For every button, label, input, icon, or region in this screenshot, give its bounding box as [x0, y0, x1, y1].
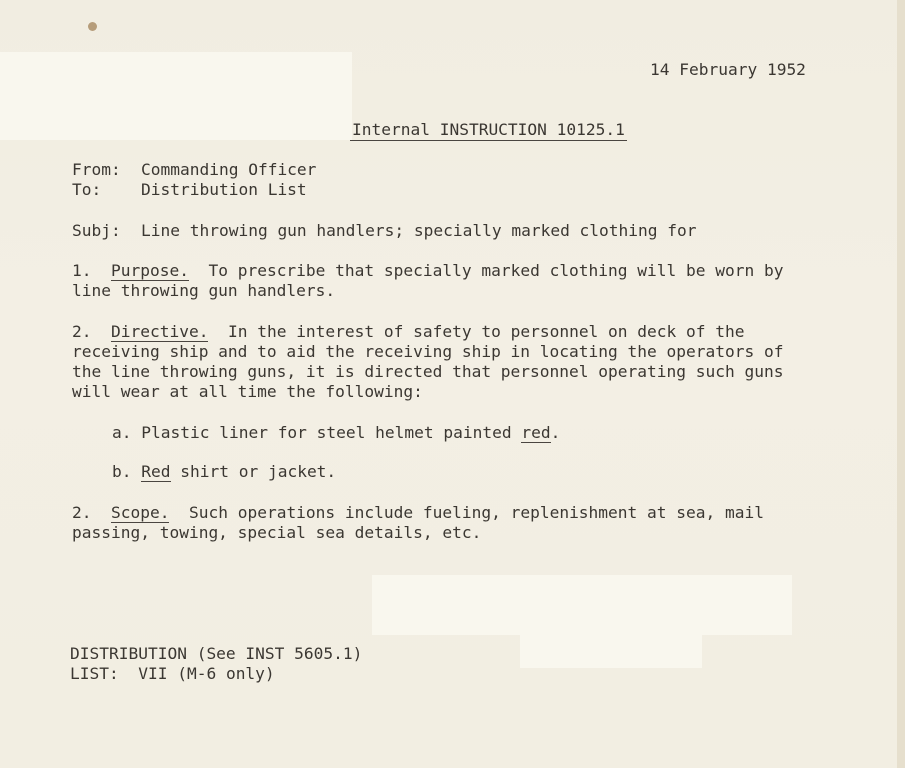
distribution-list-label: LIST:: [70, 664, 119, 683]
item-a-label: a.: [112, 423, 132, 442]
para2-number: 2.: [72, 322, 92, 341]
distribution-line2: [70, 664, 275, 684]
distribution-list-value: VII (M-6 only): [138, 664, 275, 683]
para3-heading: Scope.: [111, 503, 170, 522]
redaction-patch-top: [0, 52, 352, 140]
item-b: [112, 462, 336, 482]
distribution-line1: DISTRIBUTION (See INST 5605.1): [70, 644, 363, 663]
subject-text: Line throwing gun handlers; specially marked clothing for: [141, 221, 697, 240]
para3-line2: passing, towing, special sea details, etc.: [72, 523, 482, 542]
subject-label: Subj:: [72, 221, 121, 240]
item-a: [112, 423, 560, 443]
para2-line1: In the interest of safety to personnel on deck of the: [227, 322, 745, 341]
para1-number: 1.: [72, 261, 92, 280]
item-a-end: .: [550, 423, 561, 442]
item-a-text: Plastic liner for steel helmet painted: [141, 423, 522, 442]
paper-stain: [88, 22, 97, 31]
document-title: [350, 120, 627, 140]
para3-first-line: [72, 503, 764, 523]
from-value: Commanding Officer: [141, 160, 317, 179]
para1-heading: Purpose.: [111, 261, 189, 280]
para2-line3: the line throwing guns, it is directed that personnel operating such guns: [72, 362, 784, 381]
para2-line2: receiving ship and to aid the receiving ship in locating the operators of: [72, 342, 784, 361]
redaction-patch-bottom-inner: [520, 590, 702, 668]
item-b-emphasis: Red: [141, 462, 171, 481]
document-date: 14 February 1952: [650, 60, 806, 79]
para2-heading: Directive.: [111, 322, 209, 341]
to-value: Distribution List: [141, 180, 307, 199]
para2-first-line: [72, 322, 745, 342]
to-label: To:: [72, 180, 102, 199]
item-b-text: shirt or jacket.: [170, 462, 337, 481]
item-b-label: b.: [112, 462, 132, 481]
para1-line2: line throwing gun handlers.: [72, 281, 336, 300]
title-text: Internal INSTRUCTION 10125.1: [352, 120, 625, 139]
para3-number: 2.: [72, 503, 92, 522]
para1-first-line: [72, 261, 783, 281]
para2-line4: will wear at all time the following:: [72, 382, 423, 401]
paper-edge: [897, 0, 905, 768]
para1-line1: To prescribe that specially marked clothing will be worn by: [208, 261, 784, 280]
para3-line1: Such operations include fueling, replenishment at sea, mail: [188, 503, 764, 522]
item-a-emphasis: red: [521, 423, 551, 442]
from-label: From:: [72, 160, 121, 179]
